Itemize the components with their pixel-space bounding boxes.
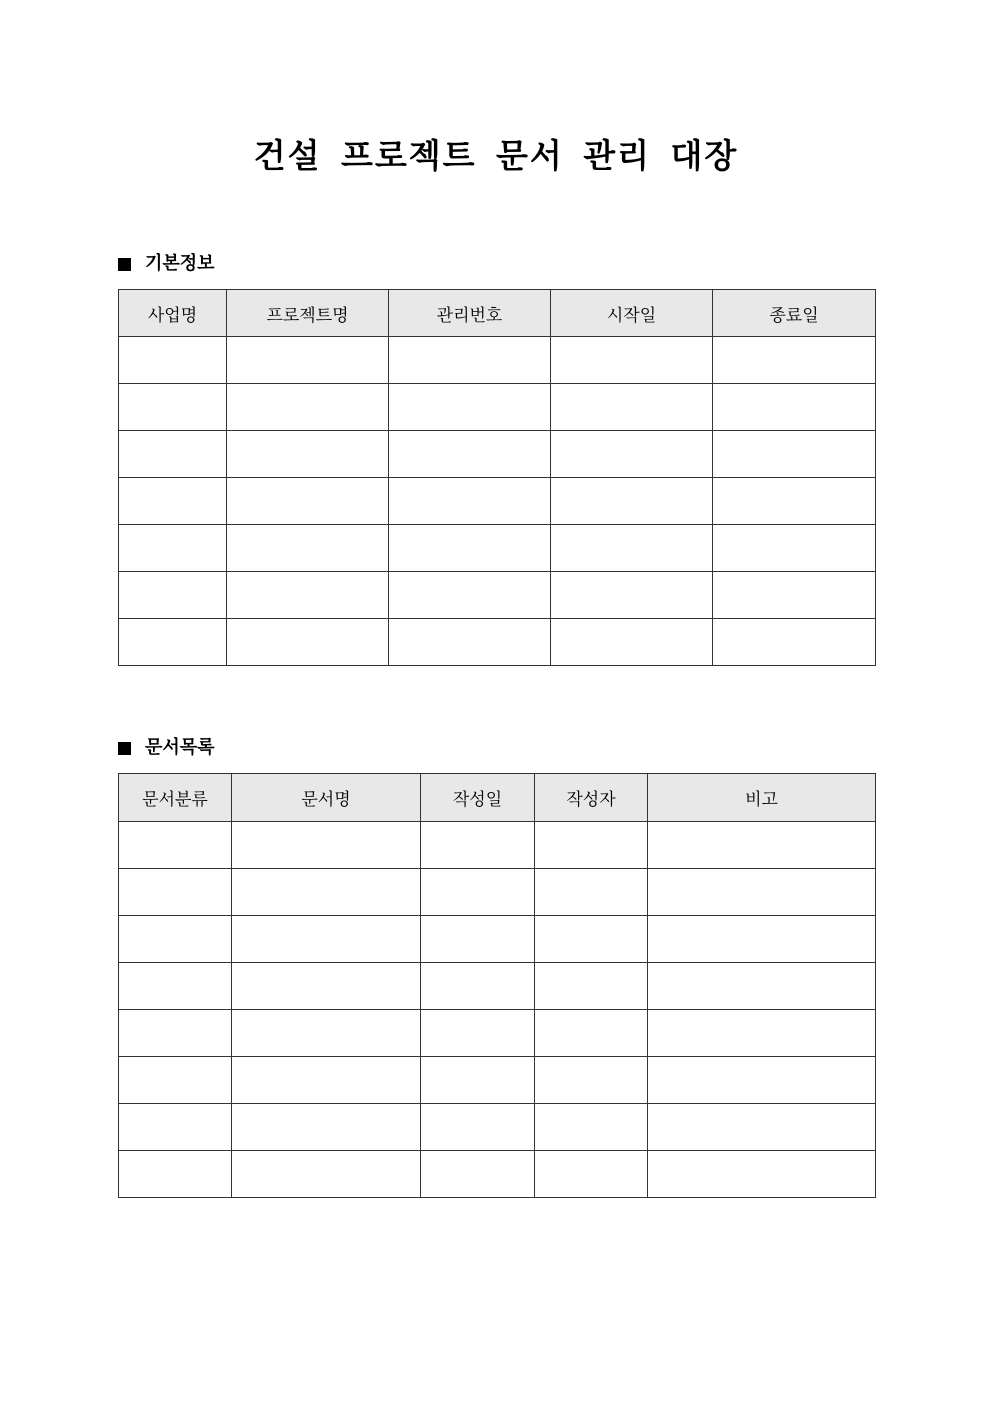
table-cell[interactable] — [232, 963, 421, 1010]
column-header-start-date: 시작일 — [551, 290, 713, 337]
table-cell[interactable] — [421, 822, 535, 869]
table-cell[interactable] — [551, 572, 713, 619]
column-header-management-number: 관리번호 — [389, 290, 551, 337]
table-cell[interactable] — [421, 1010, 535, 1057]
table-cell[interactable] — [535, 1151, 648, 1198]
table-cell[interactable] — [551, 431, 713, 478]
section-heading-label: 기본정보 — [145, 253, 215, 274]
table-cell[interactable] — [421, 963, 535, 1010]
table-row — [119, 431, 876, 478]
table-cell[interactable] — [119, 1057, 232, 1104]
table-cell[interactable] — [119, 869, 232, 916]
table-cell[interactable] — [232, 1151, 421, 1198]
table-cell[interactable] — [227, 478, 389, 525]
table-row — [119, 963, 876, 1010]
square-bullet-icon — [118, 258, 131, 271]
table-cell[interactable] — [535, 869, 648, 916]
table-cell[interactable] — [232, 1057, 421, 1104]
table-cell[interactable] — [535, 1104, 648, 1151]
table-row — [119, 337, 876, 384]
table-cell[interactable] — [119, 478, 227, 525]
table-cell[interactable] — [119, 431, 227, 478]
table-cell[interactable] — [232, 822, 421, 869]
table-cell[interactable] — [119, 1104, 232, 1151]
column-header-end-date: 종료일 — [713, 290, 876, 337]
table-cell[interactable] — [713, 572, 876, 619]
table-cell[interactable] — [119, 1151, 232, 1198]
table-cell[interactable] — [389, 431, 551, 478]
table-cell[interactable] — [648, 869, 876, 916]
table-cell[interactable] — [551, 619, 713, 666]
column-header-project-name: 프로젝트명 — [227, 290, 389, 337]
table-cell[interactable] — [713, 619, 876, 666]
table-cell[interactable] — [227, 525, 389, 572]
table-row — [119, 1104, 876, 1151]
column-header-document-name: 문서명 — [232, 774, 421, 822]
table-cell[interactable] — [551, 525, 713, 572]
table-cell[interactable] — [389, 478, 551, 525]
table-cell[interactable] — [227, 337, 389, 384]
table-cell[interactable] — [389, 384, 551, 431]
table-cell[interactable] — [551, 337, 713, 384]
column-header-business-name: 사업명 — [119, 290, 227, 337]
table-cell[interactable] — [389, 572, 551, 619]
table-cell[interactable] — [227, 572, 389, 619]
table-row — [119, 572, 876, 619]
column-header-created-date: 작성일 — [421, 774, 535, 822]
table-cell[interactable] — [227, 384, 389, 431]
table-cell[interactable] — [119, 916, 232, 963]
table-cell[interactable] — [648, 963, 876, 1010]
table-cell[interactable] — [227, 619, 389, 666]
table-cell[interactable] — [232, 1010, 421, 1057]
table-cell[interactable] — [119, 337, 227, 384]
table-cell[interactable] — [535, 963, 648, 1010]
table-cell[interactable] — [119, 384, 227, 431]
table-cell[interactable] — [389, 337, 551, 384]
table-cell[interactable] — [232, 916, 421, 963]
table-cell[interactable] — [227, 431, 389, 478]
table-cell[interactable] — [648, 1010, 876, 1057]
table-row — [119, 916, 876, 963]
table-cell[interactable] — [551, 384, 713, 431]
table-cell[interactable] — [535, 822, 648, 869]
table-cell[interactable] — [713, 525, 876, 572]
table-row — [119, 869, 876, 916]
table-row — [119, 478, 876, 525]
table-cell[interactable] — [648, 1104, 876, 1151]
table-header-row — [119, 774, 876, 822]
table-row — [119, 619, 876, 666]
table-cell[interactable] — [648, 822, 876, 869]
table-cell[interactable] — [119, 525, 227, 572]
table-cell[interactable] — [119, 1010, 232, 1057]
table-cell[interactable] — [421, 1104, 535, 1151]
table-cell[interactable] — [713, 431, 876, 478]
table-cell[interactable] — [119, 619, 227, 666]
table-cell[interactable] — [713, 384, 876, 431]
section-heading-basic-info — [118, 252, 215, 276]
table-cell[interactable] — [119, 822, 232, 869]
table-cell[interactable] — [389, 619, 551, 666]
table-cell[interactable] — [421, 869, 535, 916]
table-cell[interactable] — [421, 1057, 535, 1104]
table-cell[interactable] — [713, 337, 876, 384]
document-list-table — [118, 773, 876, 1198]
table-row — [119, 384, 876, 431]
table-cell[interactable] — [421, 1151, 535, 1198]
basic-info-table — [118, 289, 876, 666]
table-row — [119, 525, 876, 572]
table-cell[interactable] — [535, 1057, 648, 1104]
section-heading-document-list — [118, 736, 215, 760]
table-cell[interactable] — [713, 478, 876, 525]
table-cell[interactable] — [648, 916, 876, 963]
table-row — [119, 1151, 876, 1198]
table-cell[interactable] — [389, 525, 551, 572]
table-cell[interactable] — [119, 963, 232, 1010]
table-cell[interactable] — [535, 1010, 648, 1057]
section-heading-label: 문서목록 — [145, 737, 215, 758]
square-bullet-icon — [118, 742, 131, 755]
column-header-remarks: 비고 — [648, 774, 876, 822]
table-row — [119, 822, 876, 869]
table-cell[interactable] — [421, 916, 535, 963]
table-cell[interactable] — [551, 478, 713, 525]
table-cell[interactable] — [648, 1151, 876, 1198]
table-cell[interactable] — [232, 1104, 421, 1151]
table-cell[interactable] — [535, 916, 648, 963]
column-header-author: 작성자 — [535, 774, 648, 822]
table-cell[interactable] — [648, 1057, 876, 1104]
table-cell[interactable] — [119, 572, 227, 619]
page-title: 건설 프로젝트 문서 관리 대장 — [253, 136, 739, 175]
column-header-document-category: 문서분류 — [119, 774, 232, 822]
table-row — [119, 1057, 876, 1104]
table-cell[interactable] — [232, 869, 421, 916]
table-header-row — [119, 290, 876, 337]
table-row — [119, 1010, 876, 1057]
